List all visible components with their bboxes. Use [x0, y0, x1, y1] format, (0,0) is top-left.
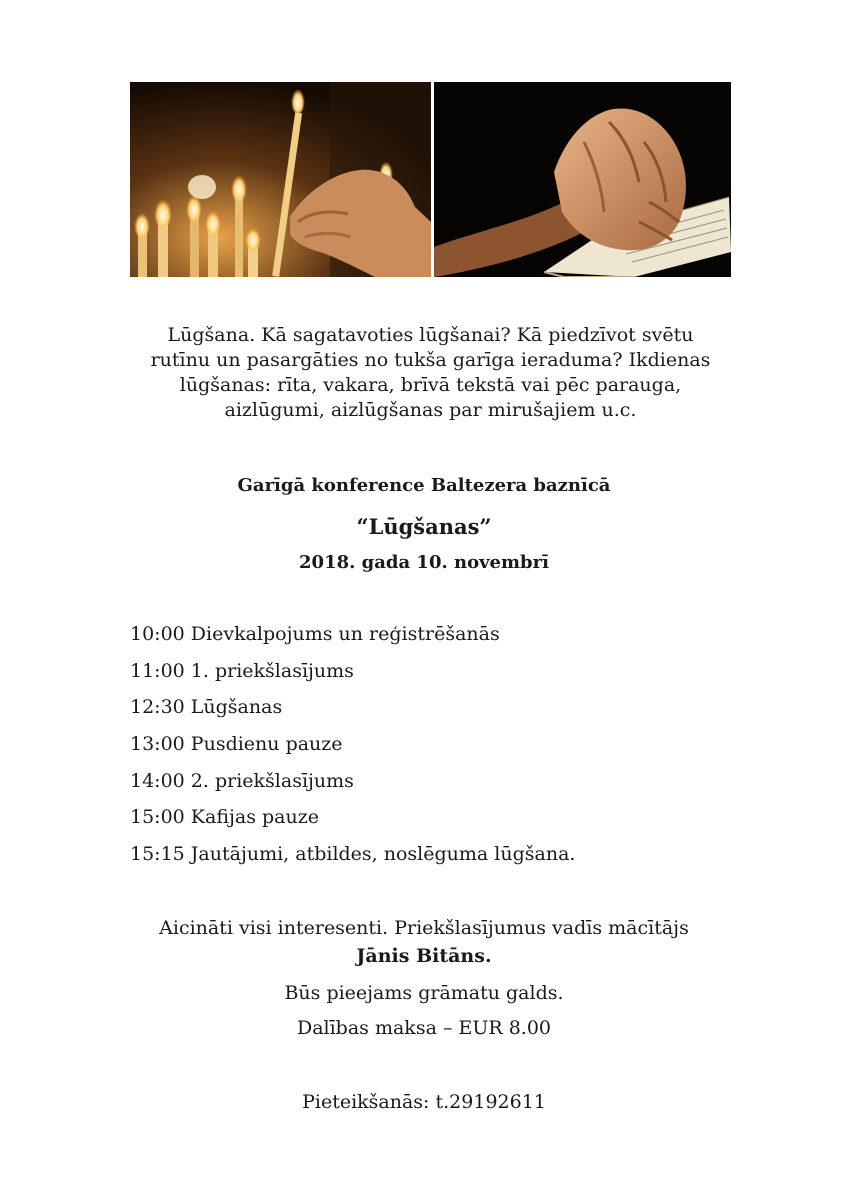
- intro-line: Lūgšana. Kā sagatavoties lūgšanai? Kā piedzīvot svētu: [167, 324, 694, 346]
- intro-line: aizlūgumi, aizlūgšanas par mirušajiem u.c.: [224, 399, 637, 421]
- candles-photo: [130, 82, 431, 277]
- event-date: 2018. gada 10. novembrī: [299, 552, 549, 573]
- intro-line: lūgšanas: rīta, vakara, brīvā tekstā vai pēc parauga,: [179, 374, 682, 396]
- schedule-list: [130, 622, 575, 879]
- participation-fee: Dalības maksa – EUR 8.00: [296, 1017, 552, 1039]
- conference-heading: Garīgā konference Baltezera baznīcā: [237, 475, 611, 496]
- speaker-name: Jānis Bitāns.: [356, 945, 492, 967]
- schedule-item: 15:15 Jautājumi, atbildes, noslēguma lūgšana.: [130, 843, 576, 866]
- intro-paragraph: [130, 323, 731, 423]
- book-table-note: Būs pieejams grāmatu galds.: [284, 982, 564, 1004]
- schedule-item: 13:00 Pusdienu pauze: [130, 733, 343, 756]
- schedule-item: 11:00 1. priekšlasījums: [130, 659, 354, 682]
- schedule-item: 12:30 Lūgšanas: [130, 696, 283, 719]
- invitation-text: Aicināti visi interesenti. Priekšlasījumus vadīs mācītājs: [159, 917, 689, 939]
- schedule-item: 15:00 Kafijas pauze: [130, 806, 319, 829]
- registration-phone: Pieteikšanās: t.29192611: [302, 1091, 546, 1113]
- schedule-item: 10:00 Dievkalpojums un reģistrēšanās: [130, 623, 500, 645]
- schedule-item: 14:00 2. priekšlasījums: [130, 769, 354, 792]
- event-title: “Lūgšanas”: [356, 514, 492, 539]
- intro-line: rutīnu un pasargāties no tukša garīga ieraduma? Ikdienas: [150, 349, 711, 371]
- candles-icon: [130, 82, 431, 277]
- praying-hands-photo: [434, 82, 731, 277]
- praying-hands-icon: [434, 82, 731, 277]
